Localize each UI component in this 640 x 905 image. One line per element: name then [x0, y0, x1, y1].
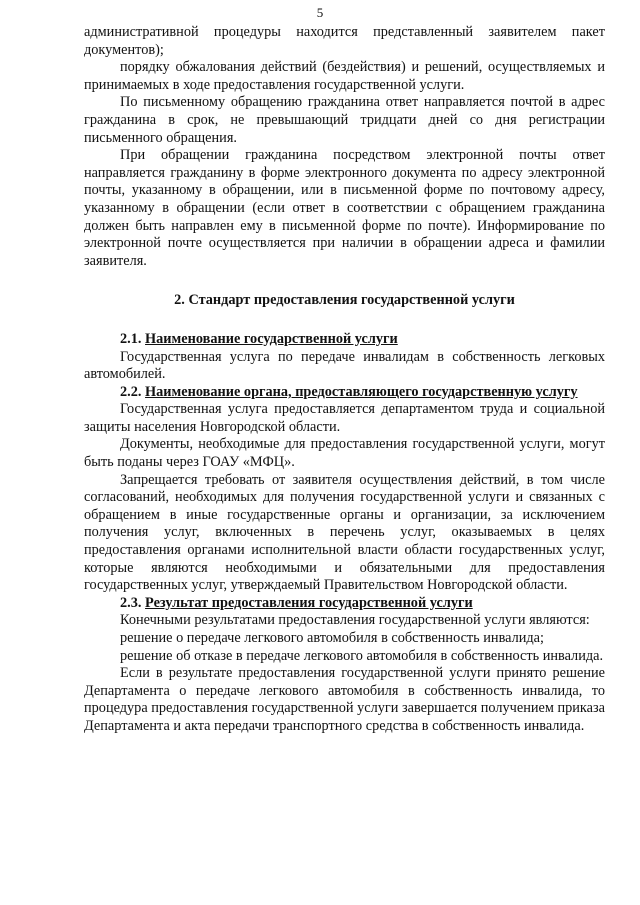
paragraph: порядку обжалования действий (бездействия) и решений, осуществляемых и принимаемых в ходе предоставления государственной услуги. [84, 59, 605, 93]
subsection-title: Наименование органа, предоставляющего государственную услугу [145, 383, 578, 400]
subsection-heading-2-3 [84, 595, 605, 613]
document-body [84, 24, 605, 736]
paragraph: Запрещается требовать от заявителя осуществления действий, в том числе согласований, необходимых для получения государственной услуги и связанных с обращением в иные государственные органы и организации, за исключением получения услуг, включенных в перечень услуг, оказываемых в целях предоставления органами исполнительной власти области государственных услуг, которые являются необходимыми и обязательными для предоставления государственных услуг, утверждаемый Правительством Новгородской области. [84, 471, 605, 594]
subsection-number: 2.1. [120, 330, 142, 347]
page-number: 5 [316, 5, 324, 20]
subsection-heading-2-2 [84, 384, 605, 402]
paragraph: решение о передаче легкового автомобиля в собственность инвалида; [120, 630, 544, 646]
paragraph: решение об отказе в передаче легкового автомобиля в собственность инвалида. [120, 647, 604, 664]
subsection-number: 2.3. [120, 594, 142, 611]
paragraph: По письменному обращению гражданина ответ направляется почтой в адрес гражданина в срок, не превышающий тридцати дней со дня регистрации письменного обращения. [84, 94, 605, 146]
subsection-heading-2-1 [84, 331, 605, 349]
paragraph: Конечными результатами предоставления государственной услуги являются: [120, 612, 590, 629]
subsection-title: Наименование государственной услуги [145, 330, 398, 347]
paragraph: Если в результате предоставления государственной услуги принято решение Департамента о передаче легкового автомобиля в собственность инвалида, то процедура предоставления государственной услуги завершается получением приказа Департамента и акта передачи транспортного средства в собственность инвалида. [84, 665, 605, 734]
paragraph: Государственная услуга предоставляется департаментом труда и социальной защиты населения Новгородской области. [84, 401, 605, 435]
section-title: 2. Стандарт предоставления государственной услуги [174, 292, 515, 309]
paragraph: Государственная услуга по передаче инвалидам в собственность легковых автомобилей. [84, 348, 605, 383]
subsection-title: Результат предоставления государственной услуги [145, 594, 473, 611]
paragraph: административной процедуры находится представленный заявителем пакет документов); [84, 24, 605, 58]
paragraph: При обращении гражданина посредством электронной почты ответ направляется гражданину в форме электронного документа по адресу электронной почты, указанному в обращении, или в письменной форме по почтовому адресу, указанному в обращении (если ответ в соответствии с обращением гражданина должен быть направлен ему в письменной форме по почте). Информирование по электронной почте осуществляется при наличии в обращении адреса и фамилии заявителя. [84, 147, 605, 269]
paragraph: Документы, необходимые для предоставления государственной услуги, могут быть поданы через ГОАУ «МФЦ». [84, 436, 605, 471]
subsection-number: 2.2. [120, 383, 142, 400]
